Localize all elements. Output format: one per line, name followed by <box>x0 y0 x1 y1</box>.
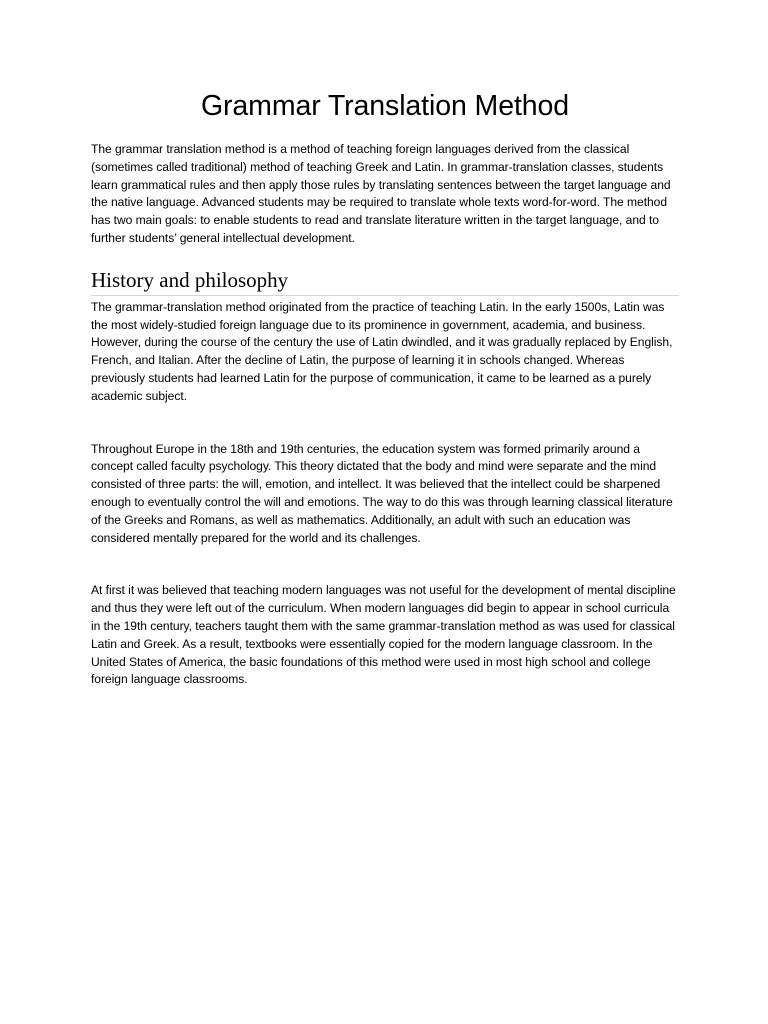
document-page <box>91 88 679 689</box>
paragraph-spacer <box>91 547 679 582</box>
section-body <box>91 299 679 689</box>
section-paragraph-2: Throughout Europe in the 18th and 19th centuries, the education system was formed primarily around a concept called faculty psychology. This theory dictated that the body and mind were separate and the mind consisted of three parts: the will, emotion, and intellect. It was believed that the intellect could be sharpened enough to eventually control the will and emotions. The way to do this was through learning classical literature of the Greeks and Romans, as well as mathematics. Additionally, an adult with such an education was considered mentally prepared for the world and its challenges. <box>91 441 673 545</box>
section-paragraph-1: The grammar-translation method originated from the practice of teaching Latin. In the early 1500s, Latin was the most widely-studied foreign language due to its prominence in government, academia, and business. However, during the course of the century the use of Latin dwindled, and it was gradually replaced by English, French, and Italian. After the decline of Latin, the purpose of learning it in schools changed. Whereas previously students had learned Latin for the purpose of communication, it came to be learned as a purely academic subject. <box>91 299 673 403</box>
intro-paragraph: The grammar translation method is a method of teaching foreign languages derived from the classical (sometimes called traditional) method of teaching Greek and Latin. In grammar-translation classes, students learn grammatical rules and then apply those rules by translating sentences between the target language and the native language. Advanced students may be required to translate whole texts word-for-word. The method has two main goals: to enable students to read and translate literature written in the target language, and to further students’ general intellectual development. <box>91 142 671 245</box>
paragraph-spacer <box>91 406 679 441</box>
section-heading: History and philosophy <box>91 267 679 296</box>
page-title: Grammar Translation Method <box>200 90 570 122</box>
section-paragraph-3: At first it was believed that teaching modern languages was not useful for the development of mental discipline and thus they were left out of the curriculum. When modern languages did begin to appear in school curricula in the 19th century, teachers taught them with the same grammar-translation method as was used for classical Latin and Greek. As a result, textbooks were essentially copied for the modern language classroom. In the United States of America, the basic foundations of this method were used in most high school and college foreign language classrooms. <box>91 583 676 687</box>
